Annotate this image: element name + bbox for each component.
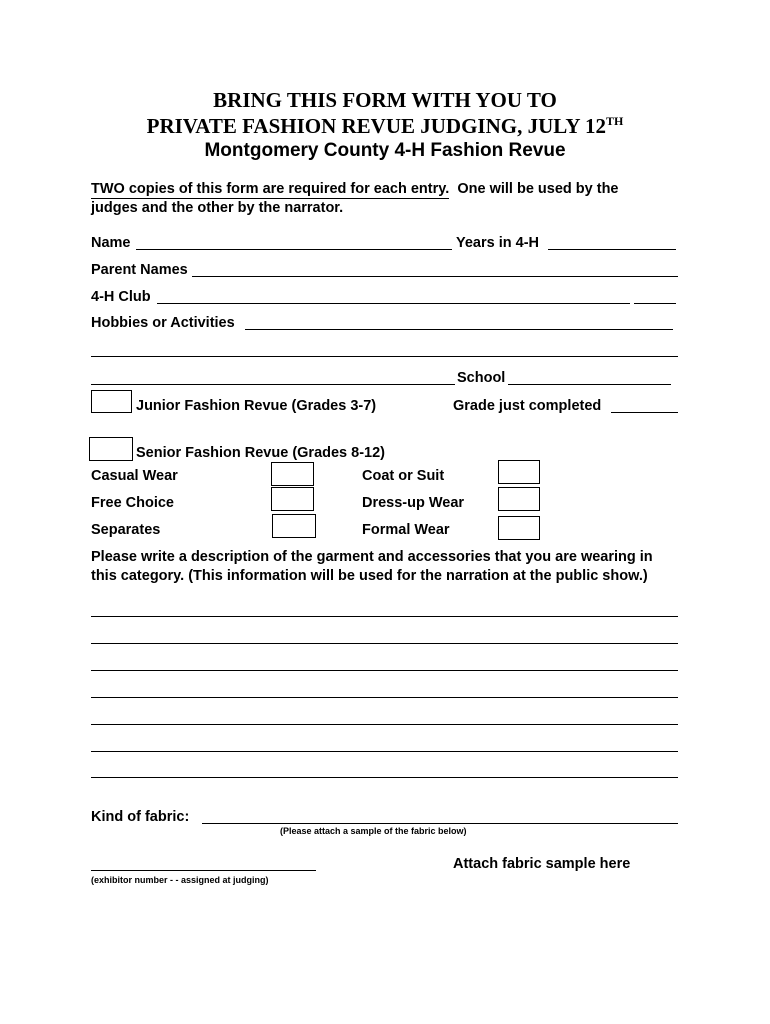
senior-label: Senior Fashion Revue (Grades 8-12) [136, 445, 385, 461]
exhibitor-note: (exhibitor number - - assigned at judging) [91, 875, 269, 885]
formal-label: Formal Wear [362, 522, 450, 538]
description-field-6[interactable] [91, 751, 678, 752]
hobbies-label: Hobbies or Activities [91, 315, 235, 331]
exhibitor-number-field[interactable] [91, 870, 316, 871]
attach-fabric-label: Attach fabric sample here [453, 856, 631, 872]
description-field-5[interactable] [91, 724, 678, 725]
hobbies-field[interactable] [245, 329, 673, 330]
school-label: School [457, 370, 506, 386]
dressup-checkbox[interactable] [498, 487, 540, 511]
club-label: 4-H Club [91, 289, 151, 305]
intro-rest: One will be used by the [457, 181, 619, 197]
coat-label: Coat or Suit [362, 468, 445, 484]
free-label: Free Choice [91, 495, 174, 511]
hobbies-field-2[interactable] [91, 356, 678, 357]
description-line1: Please write a description of the garment and accessories that you are wearing in [91, 549, 653, 565]
junior-checkbox[interactable] [91, 390, 132, 413]
coat-checkbox[interactable] [498, 460, 540, 484]
years-field[interactable] [548, 249, 676, 250]
separates-label: Separates [91, 522, 161, 538]
fabric-label: Kind of fabric: [91, 809, 190, 825]
casual-checkbox[interactable] [271, 462, 314, 486]
grade-field[interactable] [611, 412, 678, 413]
fabric-note: (Please attach a sample of the fabric below) [280, 826, 467, 836]
free-checkbox[interactable] [271, 487, 314, 511]
extra-line[interactable] [91, 384, 455, 385]
description-field-4[interactable] [91, 697, 678, 698]
school-field[interactable] [508, 384, 671, 385]
description-line2: this category. (This information will be used for the narration at the public show.) [91, 568, 648, 584]
fabric-field[interactable] [202, 823, 678, 824]
description-field-1[interactable] [91, 616, 678, 617]
description-field-2[interactable] [91, 643, 678, 644]
senior-checkbox[interactable] [89, 437, 133, 461]
form-title-line2: PRIVATE FASHION REVUE JUDGING, JULY 12TH [146, 114, 624, 138]
intro-underlined: TWO copies of this form are required for each entry. [91, 181, 450, 197]
form-subtitle: Montgomery County 4-H Fashion Revue [204, 140, 566, 161]
form-title-line1: BRING THIS FORM WITH YOU TO [213, 88, 557, 112]
name-label: Name [91, 235, 131, 251]
name-field[interactable] [136, 249, 452, 250]
description-field-7[interactable] [91, 777, 678, 778]
casual-label: Casual Wear [91, 468, 178, 484]
intro-line1 [91, 180, 619, 198]
intro-line2: judges and the other by the narrator. [91, 200, 344, 216]
formal-checkbox[interactable] [498, 516, 540, 540]
parent-names-field[interactable] [192, 276, 678, 277]
description-field-3[interactable] [91, 670, 678, 671]
dressup-label: Dress-up Wear [362, 495, 465, 511]
club-field[interactable] [157, 303, 630, 304]
grade-label: Grade just completed [453, 398, 602, 414]
title-superscript: TH [606, 114, 624, 128]
separates-checkbox[interactable] [272, 514, 316, 538]
junior-label: Junior Fashion Revue (Grades 3-7) [136, 398, 377, 414]
club-field-end[interactable] [634, 303, 676, 304]
years-label: Years in 4-H [456, 235, 540, 251]
parent-names-label: Parent Names [91, 262, 188, 278]
